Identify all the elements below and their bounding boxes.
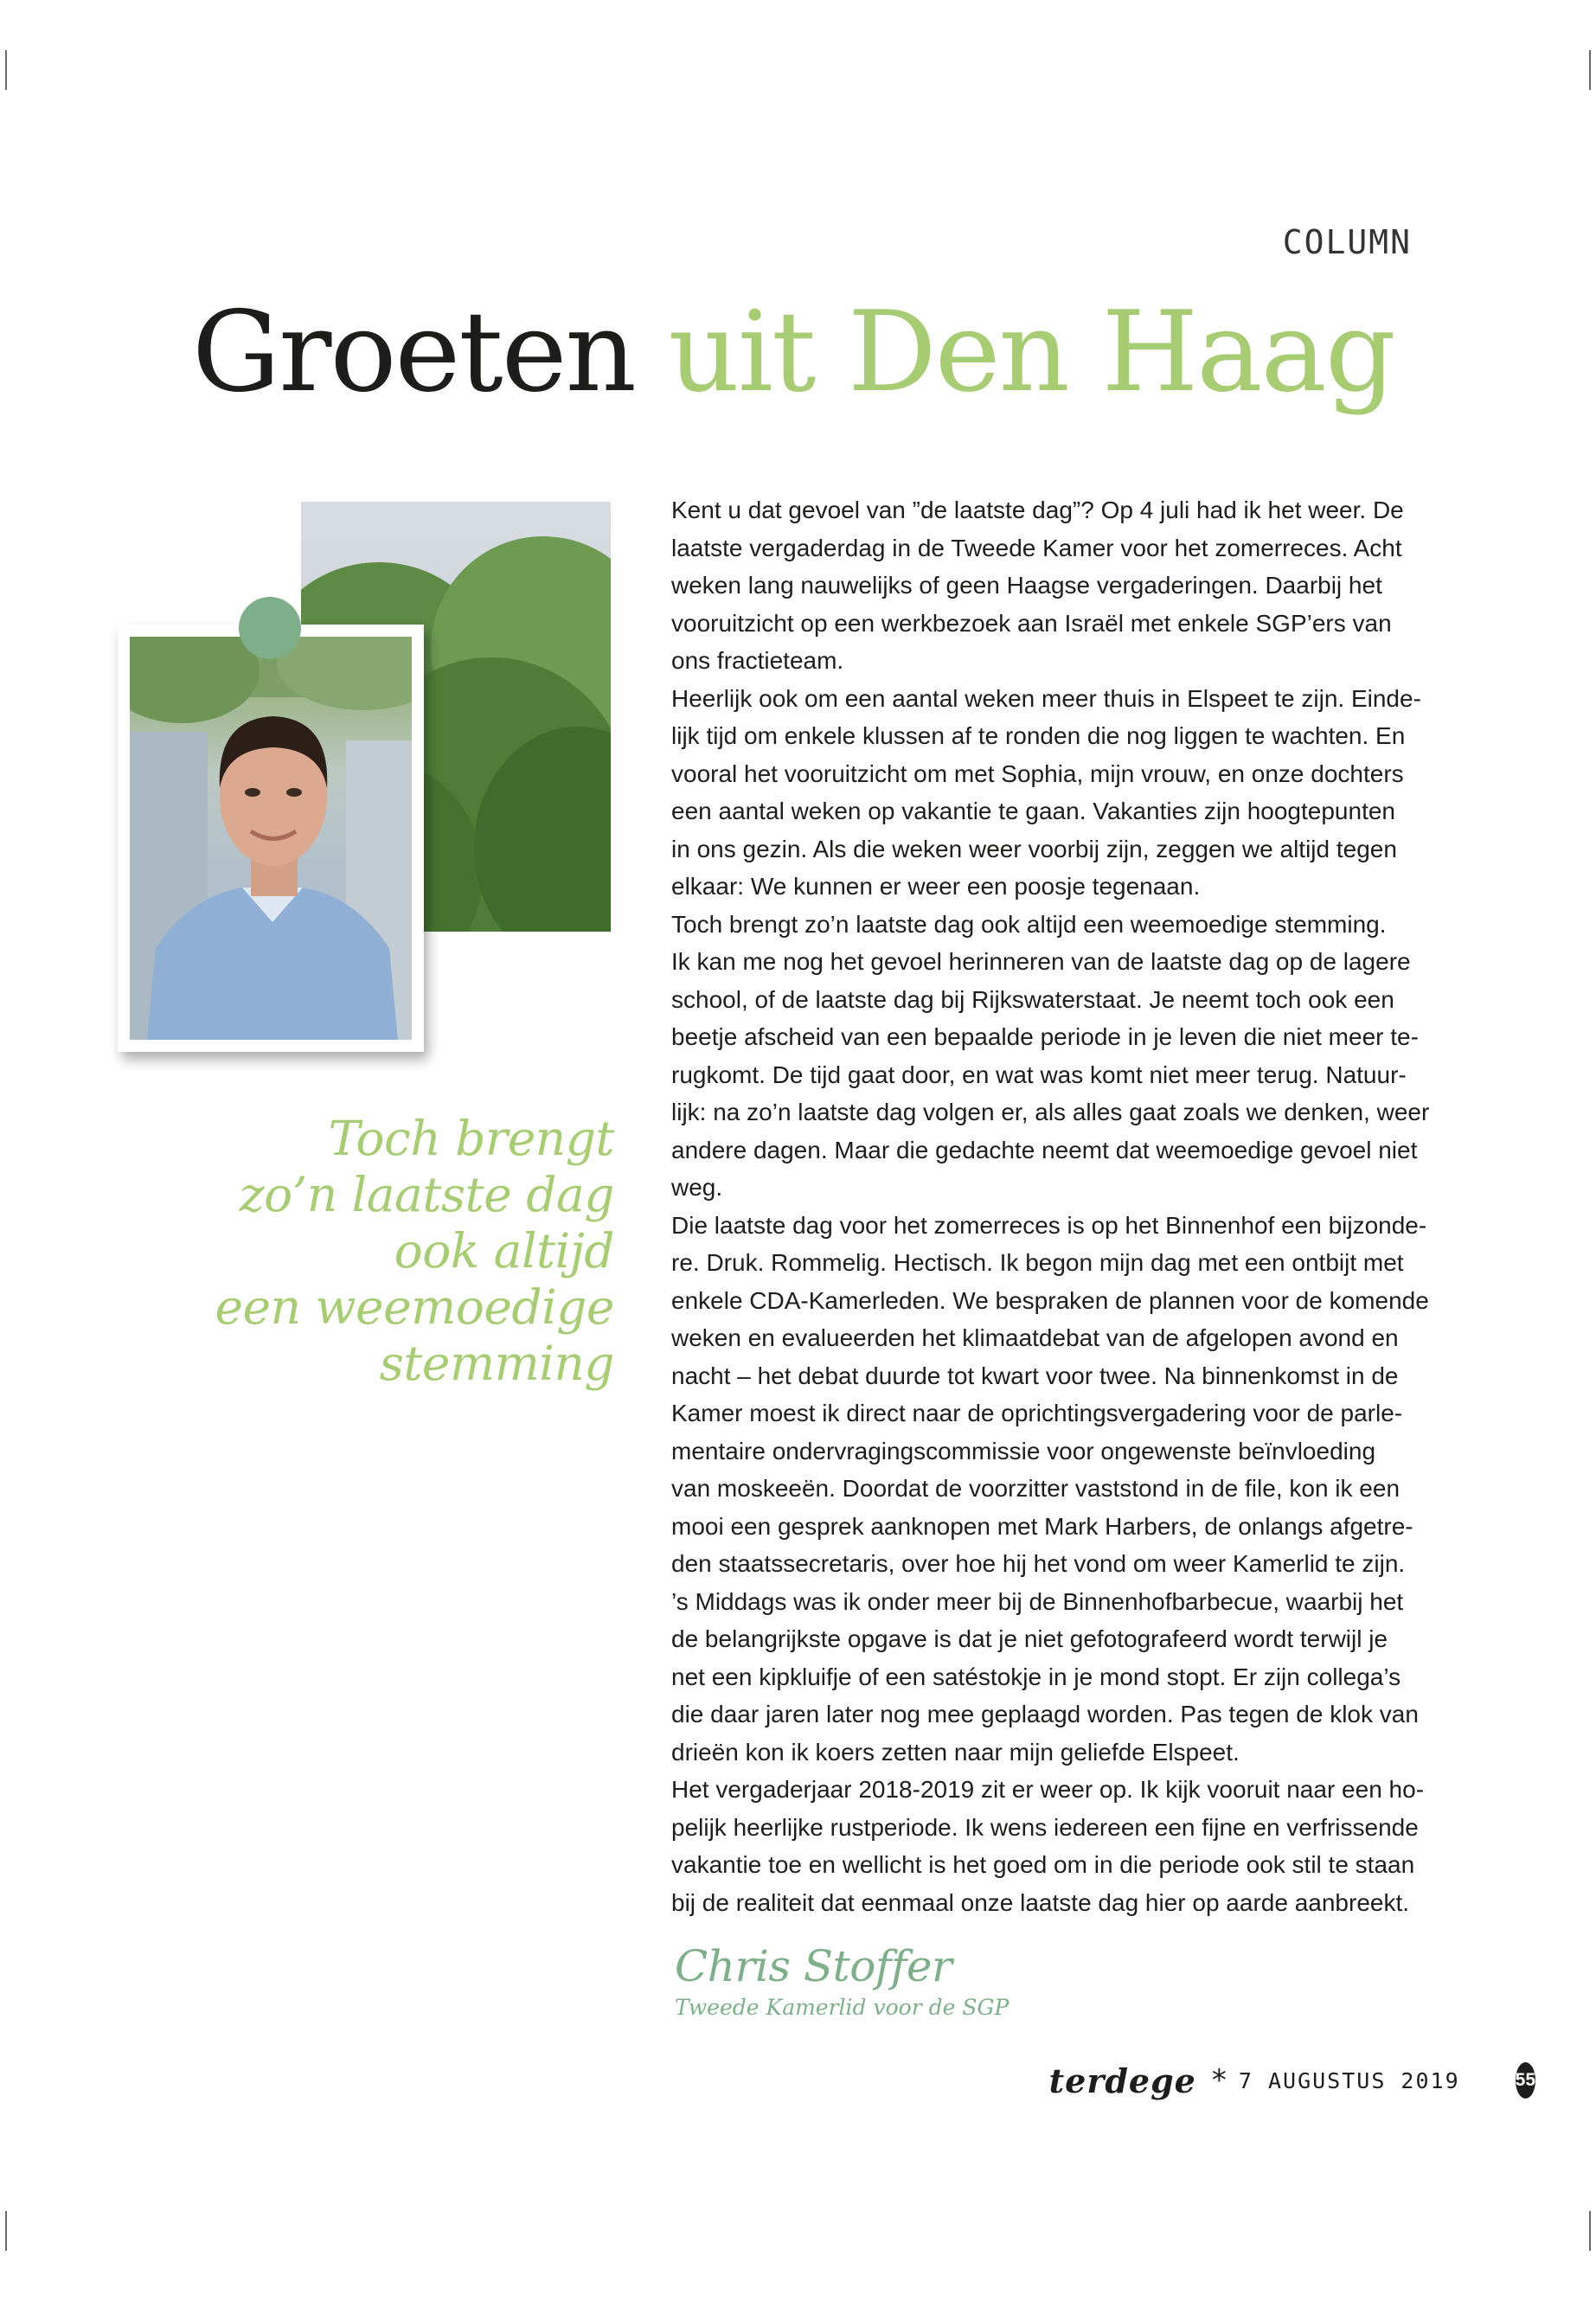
- body-line: Kent u dat gevoel van ”de laatste dag”? Op 4 juli had ik het weer. De: [671, 497, 1404, 523]
- body-line: ons fractieteam.: [671, 647, 844, 674]
- body-line: nacht – het debat duurde tot kwart voor twee. Na binnenkomst in de: [671, 1362, 1399, 1389]
- author-portrait: [130, 637, 412, 1040]
- body-line: beetje afscheid van een bepaalde periode in je leven die niet meer te-: [671, 1023, 1419, 1050]
- body-line: mooi een gesprek aanknopen met Mark Harbers, de onlangs afgetre-: [671, 1512, 1413, 1540]
- magazine-logo: terdege: [1048, 2061, 1196, 2100]
- body-line: vakantie toe en wellicht is het goed om in die periode ook stil te staan: [671, 1851, 1415, 1878]
- body-line: lijk tijd om enkele klussen af te ronden die nog liggen te wachten. En: [671, 722, 1406, 749]
- body-line: een aantal weken op vakantie te gaan. Vakanties zijn hoogtepunten: [671, 798, 1395, 824]
- body-line: ’s Middags was ik onder meer bij de Binnenhofbarbecue, waarbij het: [671, 1587, 1404, 1615]
- title-part-1: Groeten: [192, 288, 635, 417]
- body-line: weg.: [671, 1174, 723, 1201]
- pull-quote-line: Toch brengt: [328, 1111, 614, 1166]
- body-line: lijk: na zo’n laatste dag volgen er, als alles gaat zoals we denken, weer: [671, 1099, 1430, 1125]
- body-line: vooruitzicht op een werkbezoek aan Israël met enkele SGP’ers van: [671, 609, 1392, 637]
- pull-quote-line: stemming: [379, 1336, 614, 1391]
- portrait-illustration: [130, 637, 412, 1040]
- body-line: Die laatste dag voor het zomerreces is op het Binnenhof een bijzonde-: [671, 1211, 1427, 1239]
- body-line: de belangrijkste opgave is dat je niet gefotografeerd wordt terwijl je: [671, 1625, 1388, 1652]
- section-label: COLUMN: [1282, 223, 1412, 261]
- body-line: Ik kan me nog het gevoel herinneren van de laatste dag op de lagere: [671, 948, 1411, 975]
- body-line: Toch brengt zo’n laatste dag ook altijd een weemoedige stemming.: [671, 910, 1387, 938]
- body-line: mentaire ondervragingscommissie voor ongewenste beïnvloeding: [671, 1437, 1376, 1465]
- body-line: in ons gezin. Als die weken weer voorbij zijn, zeggen we altijd tegen: [671, 835, 1397, 862]
- issue-date: 7 AUGUSTUS 2019: [1238, 2067, 1460, 2093]
- crop-mark-top-left: [5, 50, 7, 90]
- body-line: Kamer moest ik direct naar de oprichtingsvergadering voor de parle-: [671, 1400, 1403, 1426]
- pull-quote-line: zo’n laatste dag: [239, 1167, 614, 1222]
- crop-mark-top-right: [1589, 50, 1591, 90]
- body-line: weken en evalueerden het klimaatdebat van de afgelopen avond en: [671, 1324, 1399, 1351]
- body-line: elkaar: We kunnen er weer een poosje tegenaan.: [671, 873, 1201, 900]
- pull-quote-line: een weemoedige: [215, 1279, 614, 1335]
- portrait-frame: [118, 625, 424, 1052]
- decorative-dot: [239, 597, 301, 659]
- body-line: bij de realiteit dat eenmaal onze laatste dag hier op aarde aanbreekt.: [671, 1888, 1410, 1916]
- pull-quote: [190, 1111, 614, 1392]
- author-role: Tweede Kamerlid voor de SGP: [675, 1995, 1010, 2020]
- body-line: van moskeeën. Doordat de voorzitter vaststond in de file, kon ik een: [671, 1475, 1401, 1502]
- page-footer: [1048, 2059, 1535, 2102]
- body-line: andere dagen. Maar die gedachte neemt dat weemoedige gevoel niet: [671, 1136, 1418, 1163]
- body-line: vooral het vooruitzicht om met Sophia, mijn vrouw, en onze dochters: [671, 760, 1404, 787]
- crop-mark-bottom-right: [1589, 2211, 1591, 2251]
- title-part-2: uit Den Haag: [668, 288, 1394, 417]
- body-line: net een kipkluifje of een satéstokje in je mond stopt. Er zijn collega’s: [671, 1663, 1401, 1690]
- body-line: weken lang nauwelijks of geen Haagse vergaderingen. Daarbij het: [671, 572, 1382, 599]
- body-line: Het vergaderjaar 2018-2019 zit er weer op. Ik kijk vooruit naar een ho-: [671, 1776, 1425, 1803]
- page-number: 55: [1516, 2062, 1535, 2099]
- body-line: Heerlijk ook om een aantal weken meer thuis in Elspeet te zijn. Einde-: [671, 684, 1421, 712]
- pull-quote-line: ook altijd: [394, 1223, 614, 1279]
- body-line: school, of de laatste dag bij Rijkswaterstaat. Je neemt toch ook een: [671, 985, 1394, 1013]
- article-body: [671, 491, 1430, 1921]
- body-line: die daar jaren later nog mee geplaagd worden. Pas tegen de klok van: [671, 1701, 1419, 1727]
- body-line: den staatssecretaris, over hoe hij het vond om weer Kamerlid te zijn.: [671, 1550, 1406, 1577]
- author-name: Chris Stoffer: [675, 1941, 952, 1991]
- article-title: [192, 288, 1394, 417]
- body-line: laatste vergaderdag in de Tweede Kamer voor het zomerreces. Acht: [671, 534, 1402, 561]
- body-line: re. Druk. Rommelig. Hectisch. Ik begon mijn dag met een ontbijt met: [671, 1249, 1404, 1276]
- body-line: pelijk heerlijke rustperiode. Ik wens iedereen een fijne en verfrissende: [671, 1813, 1419, 1841]
- body-line: enkele CDA-Kamerleden. We bespraken de plannen voor de komende: [671, 1286, 1429, 1314]
- body-line: drieën kon ik koers zetten naar mijn geliefde Elspeet.: [671, 1738, 1240, 1766]
- body-line: rugkomt. De tijd gaat door, en wat was komt niet meer terug. Natuur-: [671, 1061, 1407, 1088]
- crop-mark-bottom-left: [5, 2211, 7, 2251]
- asterisk-icon: *: [1211, 2063, 1227, 2098]
